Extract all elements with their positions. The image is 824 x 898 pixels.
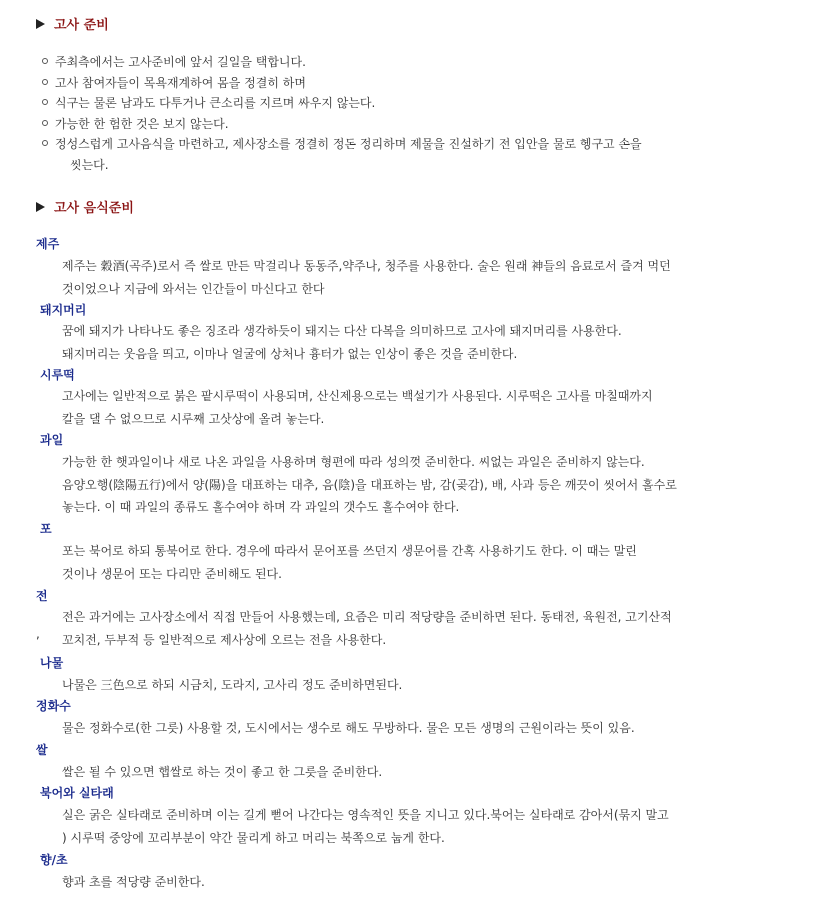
item-body-clean-water: 물은 정화수로(한 그릇) 사용할 것, 도시에서는 생수로 해도 무방하다. 물은 모든 생명의 근원이라는 뜻이 있음. [62, 721, 635, 735]
item-title-clean-water: 정화수 [36, 699, 71, 713]
section-heading-preparation [36, 14, 109, 33]
preparation-list [42, 52, 812, 175]
section-title: 고사 준비 [54, 18, 109, 33]
section-title: 고사 음식준비 [54, 201, 134, 216]
item-body-rice: 쌀은 될 수 있으면 햅쌀로 하는 것이 좋고 한 그릇을 준비한다. [62, 765, 383, 779]
item-title-fruit: 과일 [40, 433, 64, 447]
list-item: 가능한 한 험한 것은 보지 않는다. [42, 114, 812, 135]
item-body-fruit: 가능한 한 햇과일이나 새로 나온 과일을 사용하며 형편에 따라 성의껏 준비한다. 씨없는 과일은 준비하지 않는다. 음양오행(陰陽五行)에서 양(陽)을 대표하는 대추, 음(陰)을 대표하는 밤, 감(곶감), 배, 사과 등은 깨끗이 씻어서 홀수로 놓는다. 이 때 과일의 종류도 홀수여야 하며 각 과일의 갯수도 홀수여야 한다. [62, 455, 677, 514]
list-item: 식구는 물론 남과도 다투거나 큰소리를 지르며 싸우지 않는다. [42, 93, 812, 114]
item-title-pig-head: 돼지머리 [40, 303, 87, 317]
circle-bullet-icon [42, 58, 48, 64]
circle-bullet-icon [42, 120, 48, 126]
item-body-pig-head: 꿈에 돼지가 나타나도 좋은 징조라 생각하듯이 돼지는 다산 다복을 의미하므로 고사에 돼지머리를 사용한다. 돼지머리는 웃음을 띄고, 이마나 얼굴에 상처나 흉터가 없는 인상이 좋은 것을 준비한다. [62, 324, 622, 361]
list-item: 정성스럽게 고사음식을 마련하고, 제사장소를 정결히 정돈 정리하며 제물을 진설하기 전 입안을 물로 헹구고 손을 씻는다. [42, 134, 812, 175]
circle-bullet-icon [42, 140, 48, 146]
item-body-namul: 나물은 三色으로 하되 시금치, 도라지, 고사리 정도 준비하면된다. [62, 678, 403, 692]
item-body-pollock-thread: 실은 굵은 실타래로 준비하며 이는 길게 뻗어 나간다는 영속적인 뜻을 지니고 있다.북어는 실타래로 감아서(묶지 말고 ) 시루떡 중앙에 꼬리부분이 약간 물리게 하고 머리는 북쪽으로 눕게 한다. [62, 808, 669, 845]
circle-bullet-icon [42, 79, 48, 85]
circle-bullet-icon [42, 99, 48, 105]
item-title-jeju: 제주 [36, 237, 60, 251]
item-title-namul: 나물 [40, 656, 64, 670]
item-title-incense-candle: 향/초 [40, 853, 68, 867]
item-body-rice-cake: 고사에는 일반적으로 붉은 팥시루떡이 사용되며, 산신제용으로는 백설기가 사용된다. 시루떡은 고사를 마칠때까지 칼을 댈 수 없으므로 시루째 고삿상에 올려 놓는다. [62, 389, 653, 426]
triangle-bullet-icon [36, 19, 45, 29]
item-title-rice: 쌀 [36, 743, 48, 757]
list-item: 고사 참여자들이 목욕재계하여 몸을 정결히 하며 [42, 73, 812, 94]
item-body-incense-candle: 향과 초를 적당량 준비한다. [62, 875, 205, 889]
triangle-bullet-icon [36, 202, 45, 212]
section-heading-food [36, 197, 134, 216]
item-title-rice-cake: 시루떡 [40, 368, 75, 382]
item-body-jeon: 전은 과거에는 고사장소에서 직접 만들어 사용했는데, 요즘은 미리 적당량을 준비하면 된다. 동태전, 육원전, 고기산적 꼬치전, 두부적 등 일반적으로 제사상에 오르는 전을 사용한다. [62, 610, 672, 647]
list-item: 주최측에서는 고사준비에 앞서 길일을 택합니다. [42, 52, 812, 73]
item-body-jeju: 제주는 穀酒(곡주)로서 즉 쌀로 만든 막걸리나 동동주,약주나, 청주를 사용한다. 술은 원래 神들의 음료로서 즐겨 먹던 것이었으나 지금에 와서는 인간들이 마신다고 한다 [62, 259, 671, 296]
item-title-jeon: 전 [36, 589, 48, 603]
item-title-dried-fish: 포 [40, 522, 52, 536]
item-body-dried-fish: 포는 북어로 하되 통북어로 한다. 경우에 따라서 문어포를 쓰던지 생문어를 간혹 사용하기도 한다. 이 때는 말린 것이나 생문어 또는 다리만 준비해도 된다. [62, 544, 637, 581]
stray-comma: , [36, 627, 40, 641]
item-title-pollock-thread: 북어와 실타래 [40, 786, 114, 800]
